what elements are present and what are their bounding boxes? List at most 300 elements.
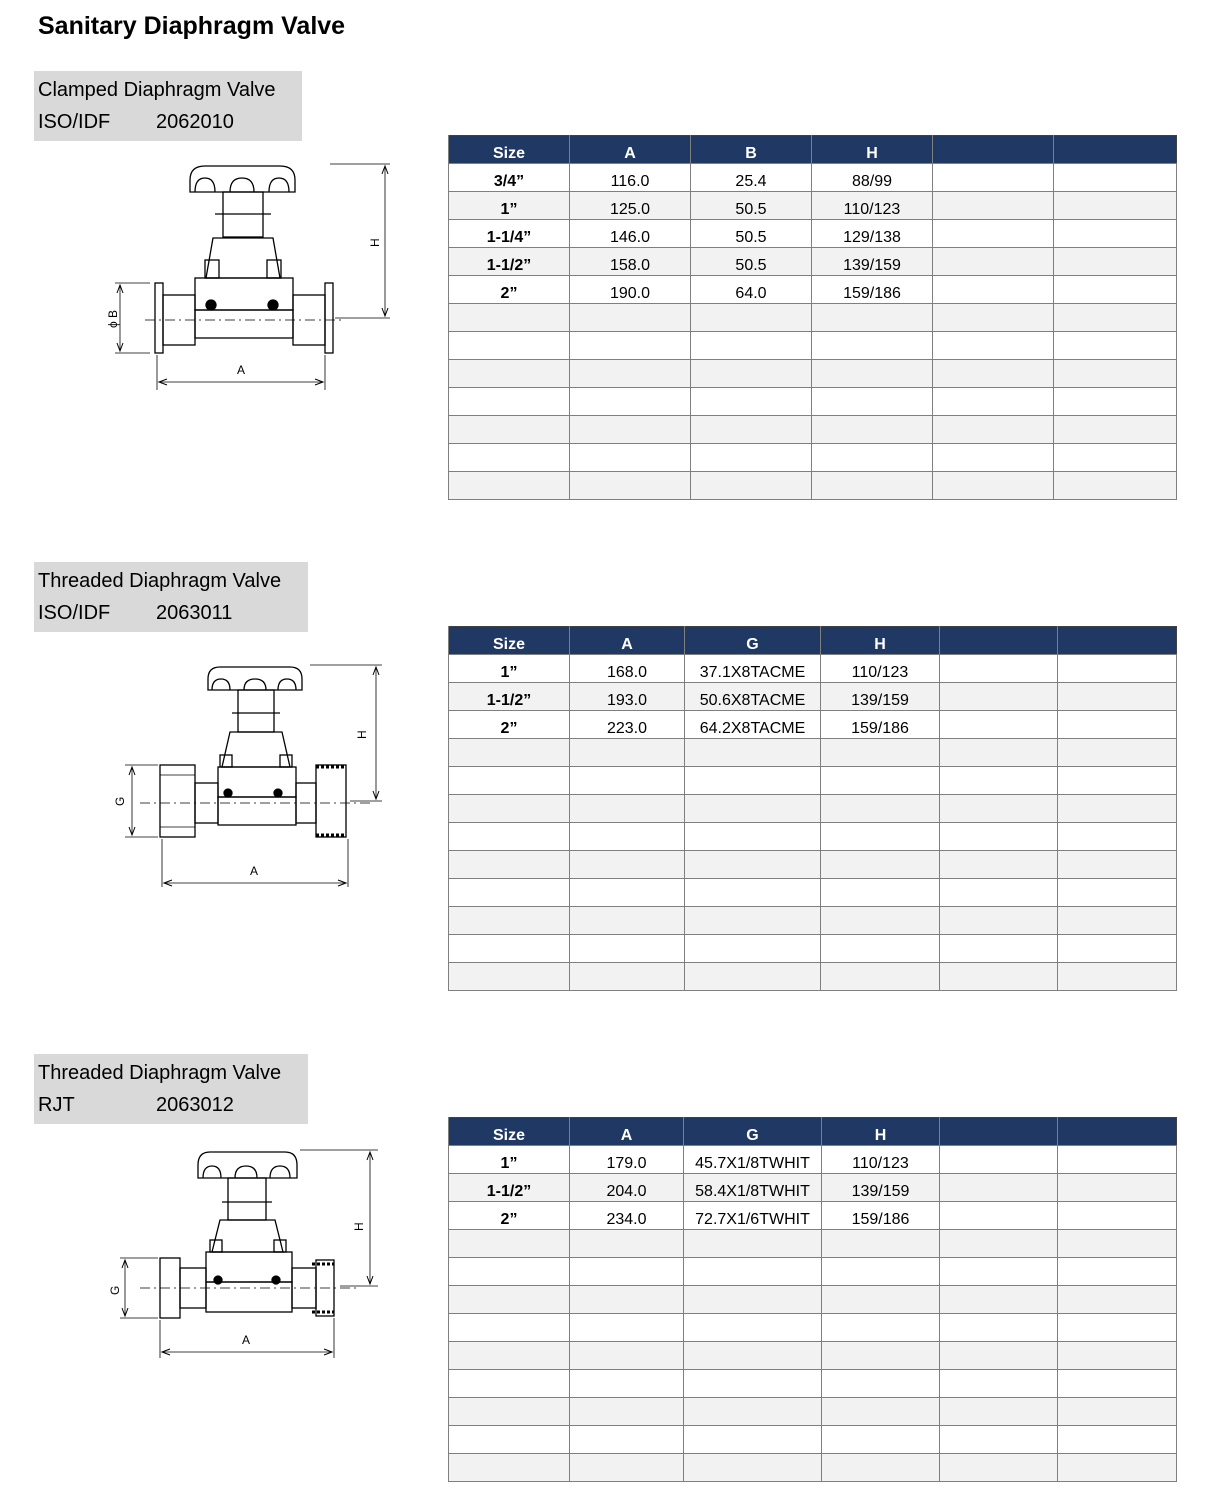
table-cell: 159/186 xyxy=(822,1202,940,1230)
table-cell xyxy=(940,767,1058,795)
table-cell xyxy=(570,1258,684,1286)
table-cell xyxy=(1058,1258,1177,1286)
table-cell xyxy=(940,795,1058,823)
table-row xyxy=(449,935,1177,963)
table-cell: 25.4 xyxy=(691,164,812,192)
table-row xyxy=(449,332,1177,360)
size-cell xyxy=(449,739,570,767)
table-cell xyxy=(940,823,1058,851)
column-header xyxy=(1058,627,1177,655)
column-header xyxy=(1054,136,1177,164)
table-cell xyxy=(570,332,691,360)
table-cell xyxy=(684,1454,822,1482)
table-cell xyxy=(821,767,940,795)
table-cell xyxy=(812,444,933,472)
size-cell xyxy=(449,1258,570,1286)
table-cell: 64.0 xyxy=(691,276,812,304)
table-cell xyxy=(933,416,1054,444)
threaded-iso-valve-drawing xyxy=(100,655,400,895)
size-cell xyxy=(449,1398,570,1426)
table-cell xyxy=(812,416,933,444)
size-cell xyxy=(449,935,570,963)
section-label-clamped xyxy=(34,71,302,141)
table-cell xyxy=(684,1286,822,1314)
page-title: Sanitary Diaphragm Valve xyxy=(38,12,346,40)
table-cell xyxy=(684,1258,822,1286)
table-cell xyxy=(570,1286,684,1314)
table-cell xyxy=(685,851,821,879)
table-cell xyxy=(570,472,691,500)
table-cell xyxy=(940,1202,1058,1230)
table-cell xyxy=(570,795,685,823)
table-cell xyxy=(684,1370,822,1398)
table-cell xyxy=(570,416,691,444)
table-cell xyxy=(940,851,1058,879)
table-cell xyxy=(1058,823,1177,851)
table-cell xyxy=(821,851,940,879)
column-header: H xyxy=(812,136,933,164)
table-cell: 37.1X8TACME xyxy=(685,655,821,683)
table-cell: 50.6X8TACME xyxy=(685,683,821,711)
size-cell xyxy=(449,823,570,851)
table-cell xyxy=(821,907,940,935)
table-row xyxy=(449,1370,1177,1398)
table-row xyxy=(449,1454,1177,1482)
table-cell xyxy=(684,1314,822,1342)
section-name: Clamped Diaphragm Valve xyxy=(38,79,276,101)
table-cell xyxy=(940,655,1058,683)
table-cell xyxy=(1058,1202,1177,1230)
table-cell xyxy=(933,164,1054,192)
table-cell: 158.0 xyxy=(570,248,691,276)
table-cell xyxy=(570,1370,684,1398)
table-cell xyxy=(1054,192,1177,220)
table-row xyxy=(449,711,1177,739)
table-cell xyxy=(685,907,821,935)
table-cell xyxy=(1054,164,1177,192)
table-row xyxy=(449,851,1177,879)
table-row xyxy=(449,655,1177,683)
table-cell xyxy=(685,795,821,823)
section-label-threaded-rjt xyxy=(34,1054,308,1124)
table-cell xyxy=(570,1230,684,1258)
size-cell xyxy=(449,472,570,500)
table-cell xyxy=(1058,1454,1177,1482)
table-cell xyxy=(812,304,933,332)
table-cell: 159/186 xyxy=(821,711,940,739)
dim-label-dia: G xyxy=(108,1285,122,1295)
table-cell xyxy=(570,360,691,388)
table-cell xyxy=(570,1342,684,1370)
table-row xyxy=(449,1230,1177,1258)
table-cell xyxy=(933,304,1054,332)
table-cell xyxy=(1058,935,1177,963)
table-cell: 139/159 xyxy=(821,683,940,711)
table-cell xyxy=(684,1230,822,1258)
table-cell xyxy=(933,332,1054,360)
column-header: Size xyxy=(449,1118,570,1146)
spec-table-clamped xyxy=(448,135,1177,500)
column-header: A xyxy=(570,627,685,655)
table-row xyxy=(449,1314,1177,1342)
table-cell xyxy=(1058,963,1177,991)
size-cell xyxy=(449,1230,570,1258)
table-cell xyxy=(570,935,685,963)
table-cell xyxy=(691,304,812,332)
size-cell: 1-1/4” xyxy=(449,220,570,248)
table-cell: 190.0 xyxy=(570,276,691,304)
table-cell xyxy=(822,1314,940,1342)
dim-label-h: H xyxy=(368,238,382,247)
table-cell xyxy=(691,472,812,500)
table-cell: 204.0 xyxy=(570,1174,684,1202)
table-row xyxy=(449,416,1177,444)
table-cell xyxy=(1054,444,1177,472)
table-cell xyxy=(570,823,685,851)
size-cell xyxy=(449,444,570,472)
table-header-row xyxy=(449,136,1177,164)
table-cell xyxy=(822,1230,940,1258)
table-row xyxy=(449,1398,1177,1426)
table-cell xyxy=(940,1314,1058,1342)
table-row xyxy=(449,1426,1177,1454)
size-cell xyxy=(449,1426,570,1454)
size-cell: 1” xyxy=(449,192,570,220)
table-cell xyxy=(570,767,685,795)
table-cell xyxy=(570,388,691,416)
table-cell xyxy=(822,1454,940,1482)
table-cell xyxy=(570,879,685,907)
table-cell: 125.0 xyxy=(570,192,691,220)
column-header: G xyxy=(685,627,821,655)
table-cell: 223.0 xyxy=(570,711,685,739)
table-row xyxy=(449,1258,1177,1286)
table-row xyxy=(449,907,1177,935)
table-cell xyxy=(570,444,691,472)
table-cell xyxy=(684,1426,822,1454)
table-row xyxy=(449,192,1177,220)
table-cell xyxy=(691,388,812,416)
table-row xyxy=(449,795,1177,823)
table-cell: 179.0 xyxy=(570,1146,684,1174)
table-cell xyxy=(685,935,821,963)
table-row xyxy=(449,220,1177,248)
column-header: A xyxy=(570,136,691,164)
table-cell xyxy=(570,1398,684,1426)
table-cell xyxy=(821,963,940,991)
size-cell xyxy=(449,963,570,991)
table-cell xyxy=(821,795,940,823)
table-row xyxy=(449,1342,1177,1370)
table-cell xyxy=(933,444,1054,472)
table-cell: 88/99 xyxy=(812,164,933,192)
table-cell xyxy=(933,248,1054,276)
table-cell xyxy=(1058,683,1177,711)
column-header: A xyxy=(570,1118,684,1146)
table-cell xyxy=(1058,1314,1177,1342)
size-cell: 2” xyxy=(449,711,570,739)
table-cell xyxy=(1058,711,1177,739)
table-cell xyxy=(822,1398,940,1426)
table-cell xyxy=(684,1398,822,1426)
table-cell xyxy=(1058,1342,1177,1370)
table-cell: 234.0 xyxy=(570,1202,684,1230)
table-cell xyxy=(570,304,691,332)
table-cell xyxy=(940,907,1058,935)
table-cell xyxy=(812,472,933,500)
table-cell: 146.0 xyxy=(570,220,691,248)
table-cell xyxy=(1058,1426,1177,1454)
table-row xyxy=(449,879,1177,907)
section-standard: ISO/IDF xyxy=(38,602,111,624)
table-cell xyxy=(1054,248,1177,276)
table-row xyxy=(449,276,1177,304)
table-cell: 168.0 xyxy=(570,655,685,683)
table-cell xyxy=(940,1342,1058,1370)
table-cell xyxy=(822,1426,940,1454)
table-cell xyxy=(822,1286,940,1314)
column-header: G xyxy=(684,1118,822,1146)
size-cell: 1” xyxy=(449,1146,570,1174)
size-cell: 1-1/2” xyxy=(449,683,570,711)
table-cell xyxy=(940,935,1058,963)
table-row xyxy=(449,1174,1177,1202)
table-cell xyxy=(685,963,821,991)
section-label-threaded-iso xyxy=(34,562,308,632)
table-cell xyxy=(570,1314,684,1342)
table-cell xyxy=(1058,851,1177,879)
table-cell xyxy=(933,472,1054,500)
table-cell: 193.0 xyxy=(570,683,685,711)
table-cell: 72.7X1/6TWHIT xyxy=(684,1202,822,1230)
table-cell: 58.4X1/8TWHIT xyxy=(684,1174,822,1202)
dim-label-a: A xyxy=(237,363,246,377)
table-row xyxy=(449,1202,1177,1230)
table-cell xyxy=(1058,655,1177,683)
table-cell xyxy=(1054,472,1177,500)
table-cell xyxy=(1058,1146,1177,1174)
column-header xyxy=(933,136,1054,164)
column-header xyxy=(940,1118,1058,1146)
size-cell: 2” xyxy=(449,276,570,304)
table-cell xyxy=(685,879,821,907)
table-cell xyxy=(1058,1286,1177,1314)
table-row xyxy=(449,739,1177,767)
table-cell xyxy=(933,192,1054,220)
table-cell xyxy=(940,1454,1058,1482)
table-row xyxy=(449,304,1177,332)
table-cell xyxy=(821,739,940,767)
table-cell xyxy=(1058,1370,1177,1398)
table-cell xyxy=(691,360,812,388)
table-cell: 116.0 xyxy=(570,164,691,192)
table-cell xyxy=(570,851,685,879)
size-cell xyxy=(449,1314,570,1342)
table-cell xyxy=(685,823,821,851)
size-cell xyxy=(449,360,570,388)
section-code: 2063012 xyxy=(156,1094,234,1116)
size-cell: 2” xyxy=(449,1202,570,1230)
table-cell xyxy=(1058,907,1177,935)
table-cell xyxy=(940,963,1058,991)
size-cell: 3/4” xyxy=(449,164,570,192)
table-cell xyxy=(940,1230,1058,1258)
table-cell xyxy=(812,388,933,416)
table-cell xyxy=(822,1342,940,1370)
size-cell xyxy=(449,795,570,823)
table-cell xyxy=(821,935,940,963)
table-cell xyxy=(821,879,940,907)
table-row xyxy=(449,963,1177,991)
table-cell xyxy=(684,1342,822,1370)
size-cell xyxy=(449,388,570,416)
section-standard: ISO/IDF xyxy=(38,111,111,133)
size-cell xyxy=(449,1370,570,1398)
table-cell xyxy=(940,711,1058,739)
size-cell xyxy=(449,416,570,444)
table-cell xyxy=(933,360,1054,388)
dim-label-h: H xyxy=(355,730,369,739)
table-cell: 50.5 xyxy=(691,192,812,220)
table-row xyxy=(449,248,1177,276)
table-cell xyxy=(940,683,1058,711)
table-cell xyxy=(1058,879,1177,907)
size-cell xyxy=(449,332,570,360)
spec-table-threaded-rjt xyxy=(448,1117,1177,1482)
column-header: Size xyxy=(449,627,570,655)
table-row xyxy=(449,767,1177,795)
table-cell: 139/159 xyxy=(812,248,933,276)
table-cell xyxy=(940,1174,1058,1202)
section-name: Threaded Diaphragm Valve xyxy=(38,570,282,592)
table-cell xyxy=(685,767,821,795)
table-header-row xyxy=(449,627,1177,655)
table-row xyxy=(449,823,1177,851)
section-name: Threaded Diaphragm Valve xyxy=(38,1062,282,1084)
column-header: H xyxy=(821,627,940,655)
size-cell xyxy=(449,1286,570,1314)
table-row xyxy=(449,388,1177,416)
table-cell xyxy=(940,1258,1058,1286)
table-cell xyxy=(940,739,1058,767)
size-cell xyxy=(449,879,570,907)
spec-table-threaded-iso xyxy=(448,626,1177,991)
dim-label-h: H xyxy=(352,1222,366,1231)
table-row xyxy=(449,1146,1177,1174)
clamped-valve-drawing xyxy=(95,150,405,395)
table-cell xyxy=(685,739,821,767)
table-cell xyxy=(1054,388,1177,416)
column-header xyxy=(940,627,1058,655)
table-cell: 110/123 xyxy=(822,1146,940,1174)
table-cell xyxy=(1054,220,1177,248)
threaded-rjt-valve-drawing xyxy=(100,1140,400,1370)
table-cell xyxy=(691,332,812,360)
table-cell xyxy=(1054,360,1177,388)
table-cell xyxy=(1058,1174,1177,1202)
table-cell xyxy=(940,1426,1058,1454)
table-row xyxy=(449,683,1177,711)
table-cell: 110/123 xyxy=(821,655,940,683)
table-cell xyxy=(1054,332,1177,360)
section-code: 2063011 xyxy=(156,602,233,624)
table-cell xyxy=(570,907,685,935)
size-cell xyxy=(449,767,570,795)
table-cell: 45.7X1/8TWHIT xyxy=(684,1146,822,1174)
size-cell xyxy=(449,304,570,332)
table-row xyxy=(449,444,1177,472)
table-cell xyxy=(933,276,1054,304)
table-cell xyxy=(1054,304,1177,332)
size-cell: 1” xyxy=(449,655,570,683)
table-header-row xyxy=(449,1118,1177,1146)
table-cell xyxy=(1058,795,1177,823)
table-cell xyxy=(1054,416,1177,444)
table-cell xyxy=(691,416,812,444)
table-cell xyxy=(1058,767,1177,795)
table-cell xyxy=(812,332,933,360)
table-cell xyxy=(1058,1230,1177,1258)
table-cell xyxy=(570,1454,684,1482)
dim-label-a: A xyxy=(250,864,259,878)
table-row xyxy=(449,164,1177,192)
table-cell xyxy=(940,1398,1058,1426)
table-cell xyxy=(822,1370,940,1398)
size-cell: 1-1/2” xyxy=(449,1174,570,1202)
section-code: 2062010 xyxy=(156,111,234,133)
section-standard: RJT xyxy=(38,1094,75,1116)
size-cell xyxy=(449,1342,570,1370)
table-cell xyxy=(1054,276,1177,304)
table-cell xyxy=(821,823,940,851)
dim-label-dia: G xyxy=(113,796,127,806)
table-row xyxy=(449,360,1177,388)
table-cell xyxy=(570,963,685,991)
dim-label-a: A xyxy=(242,1333,251,1347)
table-cell xyxy=(570,739,685,767)
table-cell xyxy=(691,444,812,472)
column-header: B xyxy=(691,136,812,164)
table-cell xyxy=(940,879,1058,907)
size-cell: 1-1/2” xyxy=(449,248,570,276)
size-cell xyxy=(449,851,570,879)
table-cell xyxy=(812,360,933,388)
table-cell xyxy=(940,1370,1058,1398)
table-cell: 50.5 xyxy=(691,220,812,248)
table-cell xyxy=(1058,739,1177,767)
table-cell: 50.5 xyxy=(691,248,812,276)
table-cell: 64.2X8TACME xyxy=(685,711,821,739)
column-header: H xyxy=(822,1118,940,1146)
table-cell: 159/186 xyxy=(812,276,933,304)
dim-label-dia: ϕ B xyxy=(106,309,120,328)
table-cell xyxy=(933,220,1054,248)
column-header: Size xyxy=(449,136,570,164)
table-cell xyxy=(940,1286,1058,1314)
table-cell xyxy=(940,1146,1058,1174)
table-cell xyxy=(933,388,1054,416)
size-cell xyxy=(449,1454,570,1482)
table-cell xyxy=(570,1426,684,1454)
table-cell xyxy=(1058,1398,1177,1426)
table-cell: 129/138 xyxy=(812,220,933,248)
table-row xyxy=(449,472,1177,500)
table-row xyxy=(449,1286,1177,1314)
column-header xyxy=(1058,1118,1177,1146)
table-cell: 139/159 xyxy=(822,1174,940,1202)
size-cell xyxy=(449,907,570,935)
table-cell xyxy=(822,1258,940,1286)
